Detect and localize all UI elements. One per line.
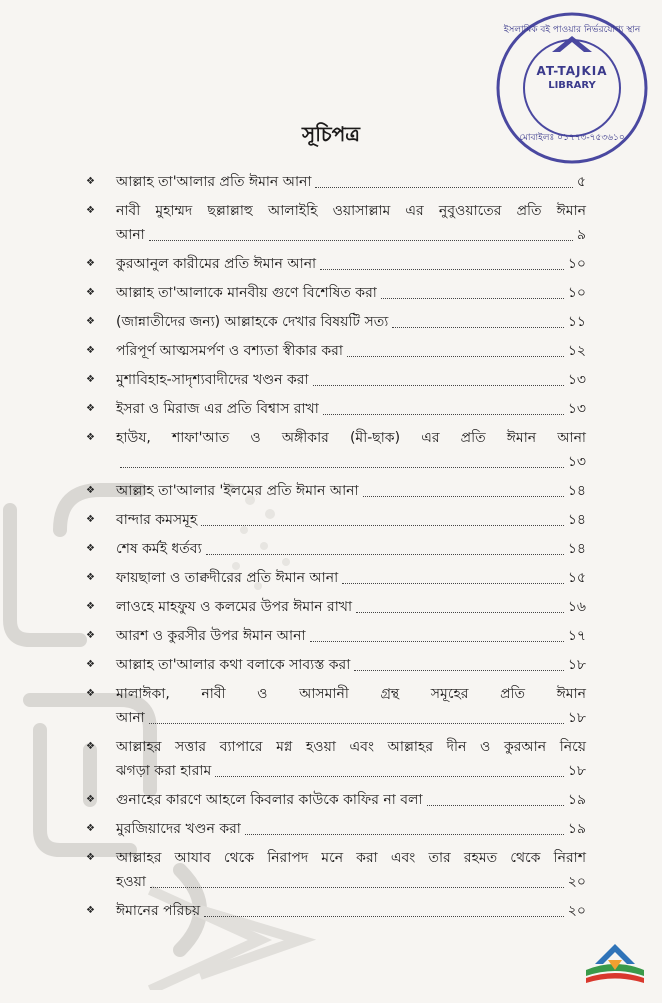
bullet-icon: ❖ bbox=[86, 374, 95, 385]
dot-leader bbox=[149, 240, 573, 241]
toc-entry bbox=[86, 368, 586, 392]
toc-entry-title: আরশ ও কুরসীর উপর ঈমান আনা bbox=[116, 628, 306, 644]
toc-page-number: ১৩ bbox=[567, 372, 586, 388]
bullet-icon: ❖ bbox=[86, 741, 95, 752]
toc-entry-title: (জান্নাতীদের জন্য) আল্লাহকে দেখার বিষয়টি সত্য bbox=[116, 314, 389, 330]
toc-page-number: ১৪ bbox=[567, 512, 586, 528]
toc-entry-title: বান্দার কমসমূহ bbox=[116, 512, 198, 528]
toc-entry-title: আনা bbox=[116, 227, 145, 243]
toc-entry bbox=[86, 735, 586, 783]
toc-entry-title: পরিপূর্ণ আত্মসমর্পণ ও বশ্যতা স্বীকার করা bbox=[116, 343, 343, 359]
toc-entry-title: শেষ কর্মই ধর্তব্য bbox=[116, 541, 202, 557]
toc-page-number: ১২ bbox=[567, 343, 586, 359]
dot-leader bbox=[201, 525, 564, 526]
bullet-icon: ❖ bbox=[86, 316, 95, 327]
toc-page-number: ১০ bbox=[567, 285, 586, 301]
dot-leader bbox=[381, 298, 564, 299]
toc-entry-title: গুনাহের কারণে আহলে কিবলার কাউকে কাফির না বলা bbox=[116, 792, 423, 808]
bullet-icon: ❖ bbox=[86, 485, 95, 496]
bullet-icon: ❖ bbox=[86, 432, 95, 443]
toc-entry-title-line: আল্লাহর আযাব থেকে নিরাপদ মনে করা এবং তার রহমত থেকে নিরাশ bbox=[116, 850, 586, 866]
toc-entry bbox=[86, 653, 586, 677]
toc-entry-title: আল্লাহ তা'আলাকে মানবীয় গুণে বিশেষিত করা bbox=[116, 285, 377, 301]
bullet-icon: ❖ bbox=[86, 601, 95, 612]
toc-page-number: ১৯ bbox=[567, 821, 586, 837]
dot-leader bbox=[320, 269, 564, 270]
bullet-icon: ❖ bbox=[86, 176, 95, 187]
toc-entry bbox=[86, 846, 586, 894]
toc-entry-title: আল্লাহ তা'আলার কথা বলাকে সাব্যস্ত করা bbox=[116, 657, 351, 673]
toc-page-number: ২০ bbox=[567, 903, 586, 919]
dot-leader bbox=[120, 467, 564, 468]
toc-page-number: ১৩ bbox=[567, 401, 586, 417]
dot-leader bbox=[427, 805, 564, 806]
bullet-icon: ❖ bbox=[86, 403, 95, 414]
page-title: সূচিপত্র bbox=[302, 122, 360, 146]
dot-leader bbox=[215, 776, 564, 777]
toc-entry-title: হওয়া bbox=[116, 874, 146, 890]
bullet-icon: ❖ bbox=[86, 688, 95, 699]
toc-page-number: ১৫ bbox=[567, 570, 586, 586]
toc-entry bbox=[86, 508, 586, 532]
toc-entry bbox=[86, 566, 586, 590]
dot-leader bbox=[347, 356, 564, 357]
toc-entry bbox=[86, 252, 586, 276]
dot-leader bbox=[315, 187, 572, 188]
toc-entry-title: ঝগড়া করা হারাম bbox=[116, 763, 212, 779]
toc-page-number: ১৩ bbox=[567, 454, 586, 470]
bullet-icon: ❖ bbox=[86, 630, 95, 641]
toc-entry bbox=[86, 595, 586, 619]
bullet-icon: ❖ bbox=[86, 345, 95, 356]
bullet-icon: ❖ bbox=[86, 905, 95, 916]
toc-page-number: ২০ bbox=[567, 874, 586, 890]
toc-entry bbox=[86, 624, 586, 648]
toc-page-number: ১৮ bbox=[567, 763, 586, 779]
toc-entry bbox=[86, 788, 586, 812]
toc-page-number: ৫ bbox=[576, 174, 586, 190]
dot-leader bbox=[149, 723, 564, 724]
dot-leader bbox=[363, 496, 564, 497]
toc-entry-title: কুরআনুল কারীমের প্রতি ঈমান আনা bbox=[116, 256, 317, 272]
toc-entry-title: আল্লাহ তা'আলার 'ইলমের প্রতি ঈমান আনা bbox=[116, 483, 359, 499]
dot-leader bbox=[245, 834, 564, 835]
dot-leader bbox=[342, 583, 564, 584]
toc-page-number: ১১ bbox=[567, 314, 586, 330]
toc-entry-title: ফায়ছালা ও তাক্বদীরের প্রতি ঈমান আনা bbox=[116, 570, 339, 586]
toc-page-number: ১৮ bbox=[567, 710, 586, 726]
toc-entry-title-line: মালাঈকা, নাবী ও আসমানী গ্রন্থ সমূহের প্রতি ঈমান bbox=[116, 686, 586, 702]
bullet-icon: ❖ bbox=[86, 823, 95, 834]
bullet-icon: ❖ bbox=[86, 287, 95, 298]
table-of-contents bbox=[86, 170, 586, 928]
toc-page-number: ১৭ bbox=[567, 628, 586, 644]
toc-entry-title: লাওহে মাহফুয ও কলমের উপর ঈমান রাখা bbox=[116, 599, 353, 615]
toc-entry-title: ঈমানের পরিচয় bbox=[116, 903, 201, 919]
toc-entry bbox=[86, 682, 586, 730]
dot-leader bbox=[204, 916, 564, 917]
toc-entry bbox=[86, 339, 586, 363]
bullet-icon: ❖ bbox=[86, 514, 95, 525]
toc-page-number: ১৬ bbox=[567, 599, 586, 615]
toc-entry-title-line: নাবী মুহাম্মদ ছল্লাল্লাহু আলাইহি ওয়াসাল্লাম এর নুবুওয়াতের প্রতি ঈমান bbox=[116, 203, 586, 219]
toc-page-number: ১৯ bbox=[567, 792, 586, 808]
toc-entry bbox=[86, 281, 586, 305]
bullet-icon: ❖ bbox=[86, 258, 95, 269]
toc-entry bbox=[86, 479, 586, 503]
toc-entry bbox=[86, 817, 586, 841]
stamp-subtitle: LIBRARY bbox=[548, 80, 596, 91]
toc-page-number: ১০ bbox=[567, 256, 586, 272]
toc-entry-title: মুশাবিহাহ-সাদৃশ্যবাদীদের খণ্ডন করা bbox=[116, 372, 309, 388]
bullet-icon: ❖ bbox=[86, 852, 95, 863]
dot-leader bbox=[392, 327, 564, 328]
toc-entry-title: আনা bbox=[116, 710, 145, 726]
toc-page-number: ১৮ bbox=[567, 657, 586, 673]
dot-leader bbox=[354, 670, 564, 671]
toc-entry bbox=[86, 899, 586, 923]
toc-entry bbox=[86, 397, 586, 421]
stamp-ring-top: ইসলামিক বই পাওয়ার নির্ভরযোগ্য স্থান bbox=[503, 25, 641, 35]
toc-page-number: ১৪ bbox=[567, 541, 586, 557]
dot-leader bbox=[310, 641, 564, 642]
toc-page-number: ১৪ bbox=[567, 483, 586, 499]
toc-entry-title: ইসরা ও মিরাজ এর প্রতি বিশ্বাস রাখা bbox=[116, 401, 319, 417]
bullet-icon: ❖ bbox=[86, 572, 95, 583]
dot-leader bbox=[150, 887, 564, 888]
bullet-icon: ❖ bbox=[86, 794, 95, 805]
stamp-name: AT-TAJKIA bbox=[536, 64, 608, 78]
toc-entry bbox=[86, 537, 586, 561]
dot-leader bbox=[356, 612, 564, 613]
dot-leader bbox=[206, 554, 564, 555]
dot-leader bbox=[313, 385, 564, 386]
toc-entry-title-line: আল্লাহর সত্তার ব্যাপারে মগ্ন হওয়া এবং আল্লাহর দীন ও কুরআন নিয়ে bbox=[116, 739, 586, 755]
publisher-logo-icon bbox=[580, 940, 650, 990]
bullet-icon: ❖ bbox=[86, 205, 95, 216]
toc-entry bbox=[86, 199, 586, 247]
toc-entry-title-line: হাউয, শাফা'আত ও অঙ্গীকার (মী-ছাক) এর প্রতি ঈমান আনা bbox=[116, 430, 586, 446]
toc-entry bbox=[86, 310, 586, 334]
bullet-icon: ❖ bbox=[86, 659, 95, 670]
bullet-icon: ❖ bbox=[86, 543, 95, 554]
toc-entry-title: মুরজিয়াদের খণ্ডন করা bbox=[116, 821, 241, 837]
toc-entry-title: আল্লাহ তা'আলার প্রতি ঈমান আনা bbox=[116, 174, 312, 190]
toc-page-number: ৯ bbox=[576, 227, 586, 243]
stamp-ring-bottom: মোবাইলঃ ০১৭৭৩-৭৫৩৬১০ bbox=[519, 133, 625, 143]
toc-entry bbox=[86, 426, 586, 474]
toc-entry bbox=[86, 170, 586, 194]
dot-leader bbox=[323, 414, 564, 415]
